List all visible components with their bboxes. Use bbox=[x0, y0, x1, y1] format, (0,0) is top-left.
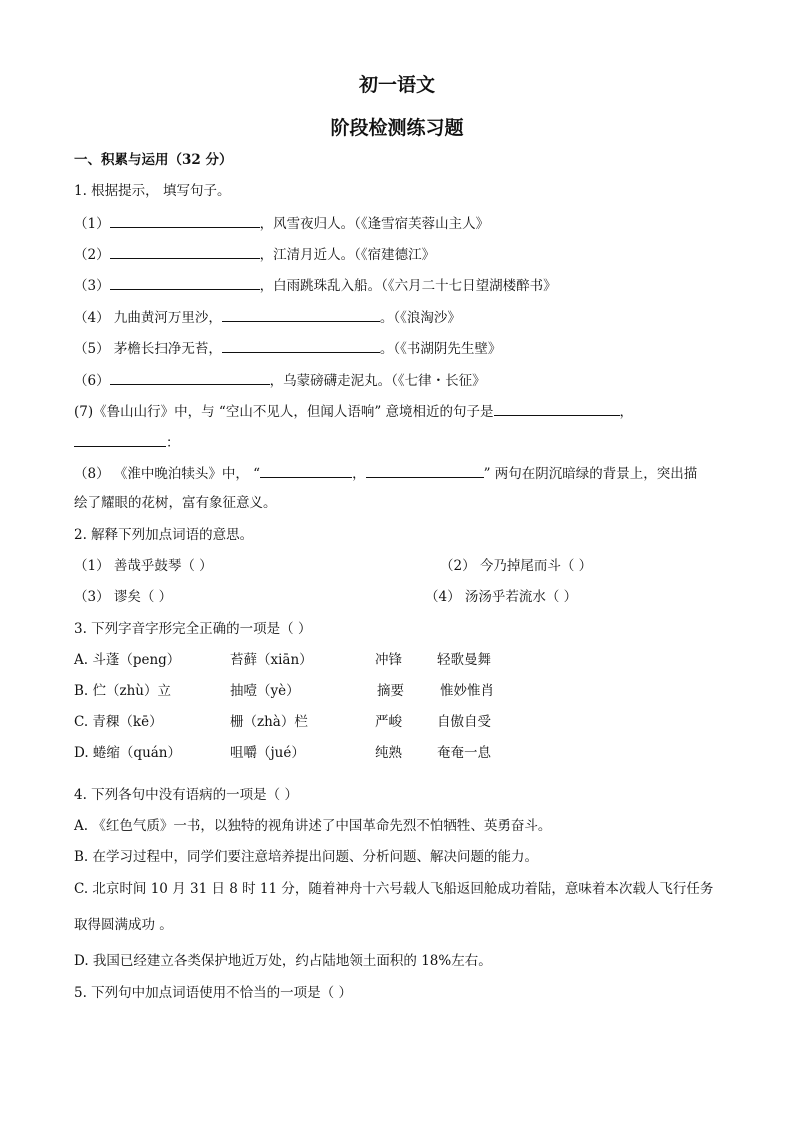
item-text: ： bbox=[166, 435, 180, 451]
q4-option-c: C. 北京时间 10 月 31 日 8 时 11 分，随着神舟十六号载人飞船返回舱成功着陆，意味着本次载人飞行任务 bbox=[74, 881, 714, 897]
answer-blank[interactable] bbox=[110, 275, 260, 290]
answer-blank[interactable] bbox=[222, 307, 380, 322]
page-title: 初一语文 bbox=[358, 74, 435, 96]
item-text: ， bbox=[352, 466, 366, 482]
q1-item-3 bbox=[74, 275, 557, 295]
item-number: （4） bbox=[74, 310, 110, 326]
q3-option-b-word3: 摘要 bbox=[377, 683, 404, 699]
answer-blank[interactable] bbox=[494, 401, 620, 416]
q3-option-d-word2: 咀嚼（jué） bbox=[230, 745, 305, 761]
q3-option-a-word4: 轻歌曼舞 bbox=[437, 652, 491, 668]
item-number: （5） bbox=[74, 341, 110, 357]
q1-item-5 bbox=[74, 338, 501, 358]
item-text: 九曲黄河万里沙， bbox=[109, 310, 222, 326]
item-text: （8） 《淮中晚泊犊头》中， “ bbox=[74, 466, 261, 482]
q3-option-d: D. 蜷缩（quán） bbox=[74, 745, 182, 761]
item-number: （2） bbox=[74, 247, 110, 263]
q3-option-a-word3: 冲锋 bbox=[375, 652, 402, 668]
page-subtitle: 阶段检测练习题 bbox=[330, 117, 464, 139]
item-text: 。（《书湖阴先生壁》 bbox=[379, 341, 502, 357]
q1-item-7-cont bbox=[74, 432, 180, 452]
item-text: ，乌蒙磅礴走泥丸。（《七律・长征》 bbox=[269, 373, 486, 389]
q1-item-4 bbox=[74, 307, 461, 327]
item-number: （3） bbox=[74, 278, 110, 294]
q3-option-d-word4: 奄奄一息 bbox=[437, 745, 491, 761]
answer-blank[interactable] bbox=[74, 432, 166, 447]
item-text: ，风雪夜归人。（《逢雪宿芙蓉山主人》 bbox=[259, 216, 490, 232]
q1-item-1 bbox=[74, 213, 489, 233]
question-1-stem: 1. 根据提示， 填写句子。 bbox=[74, 183, 231, 199]
q3-option-b-word4: 惟妙惟肖 bbox=[440, 683, 494, 699]
question-2-stem: 2. 解释下列加点词语的意思。 bbox=[74, 527, 254, 543]
q1-item-8-cont: 绘了耀眼的花树，富有象征意义。 bbox=[74, 495, 277, 511]
q2-item-3: （3） 谬矣（ ） bbox=[74, 589, 173, 605]
answer-blank[interactable] bbox=[110, 244, 260, 259]
q4-option-d: D. 我国已经建立各类保护地近万处，约占陆地领土面积的 18%左右。 bbox=[74, 953, 492, 969]
item-number: （1） bbox=[74, 216, 110, 232]
question-4-stem: 4. 下列各句中没有语病的一项是（ ） bbox=[74, 787, 298, 803]
item-text: ，白雨跳珠乱入船。（《六月二十七日望湖楼醉书》 bbox=[259, 278, 557, 294]
item-text: (7)《鲁山山行》中，与 “空山不见人，但闻人语响” 意境相近的句子是 bbox=[74, 404, 494, 420]
q2-item-4: （4） 汤汤乎若流水（ ） bbox=[425, 589, 578, 605]
item-text: ” 两句在阴沉暗绿的背景上，突出描 bbox=[483, 466, 698, 482]
q3-option-d-word3: 纯熟 bbox=[375, 745, 402, 761]
q3-option-c-word4: 自傲自受 bbox=[437, 714, 491, 730]
item-number: （6） bbox=[74, 373, 110, 389]
section-heading: 一、积累与运用（32 分） bbox=[74, 152, 233, 168]
q3-option-c-word2: 栅（zhà）栏 bbox=[230, 714, 308, 730]
q3-option-b: B. 伫（zhù）立 bbox=[74, 683, 172, 699]
q1-item-2 bbox=[74, 244, 435, 264]
q3-option-b-word2: 抽噎（yè） bbox=[230, 683, 300, 699]
q4-option-c-cont: 取得圆满成功 。 bbox=[74, 917, 173, 933]
q1-item-8 bbox=[74, 463, 697, 483]
question-3-stem: 3. 下列字音字形完全正确的一项是（ ） bbox=[74, 621, 312, 637]
q1-item-7 bbox=[74, 401, 633, 421]
q2-item-2: （2） 今乃掉尾而斗（ ） bbox=[440, 558, 593, 574]
q1-item-6 bbox=[74, 370, 486, 390]
answer-blank[interactable] bbox=[260, 463, 352, 478]
answer-blank[interactable] bbox=[110, 370, 270, 385]
item-text: 。（《浪淘沙》 bbox=[379, 310, 461, 326]
q4-option-b: B. 在学习过程中，同学们要注意培养提出问题、分析问题、解决问题的能力。 bbox=[74, 849, 539, 865]
item-text: ， bbox=[619, 404, 634, 420]
q3-option-a-word2: 苔藓（xiān） bbox=[230, 652, 313, 668]
answer-blank[interactable] bbox=[366, 463, 484, 478]
answer-blank[interactable] bbox=[110, 213, 260, 228]
question-5-stem: 5. 下列句中加点词语使用不恰当的一项是（ ） bbox=[74, 985, 352, 1001]
answer-blank[interactable] bbox=[222, 338, 380, 353]
item-text: 茅檐长扫净无苔， bbox=[109, 341, 222, 357]
q3-option-a: A. 斗蓬（peng） bbox=[74, 652, 181, 668]
item-text: ，江清月近人。（《宿建德江》 bbox=[259, 247, 436, 263]
q4-option-a: A. 《红色气质》一书，以独特的视角讲述了中国革命先烈不怕牺牲、英勇奋斗。 bbox=[74, 818, 552, 834]
q2-item-1: （1） 善哉乎鼓琴（ ） bbox=[74, 558, 213, 574]
q3-option-c: C. 青稞（kē） bbox=[74, 714, 163, 730]
q3-option-c-word3: 严峻 bbox=[375, 714, 402, 730]
